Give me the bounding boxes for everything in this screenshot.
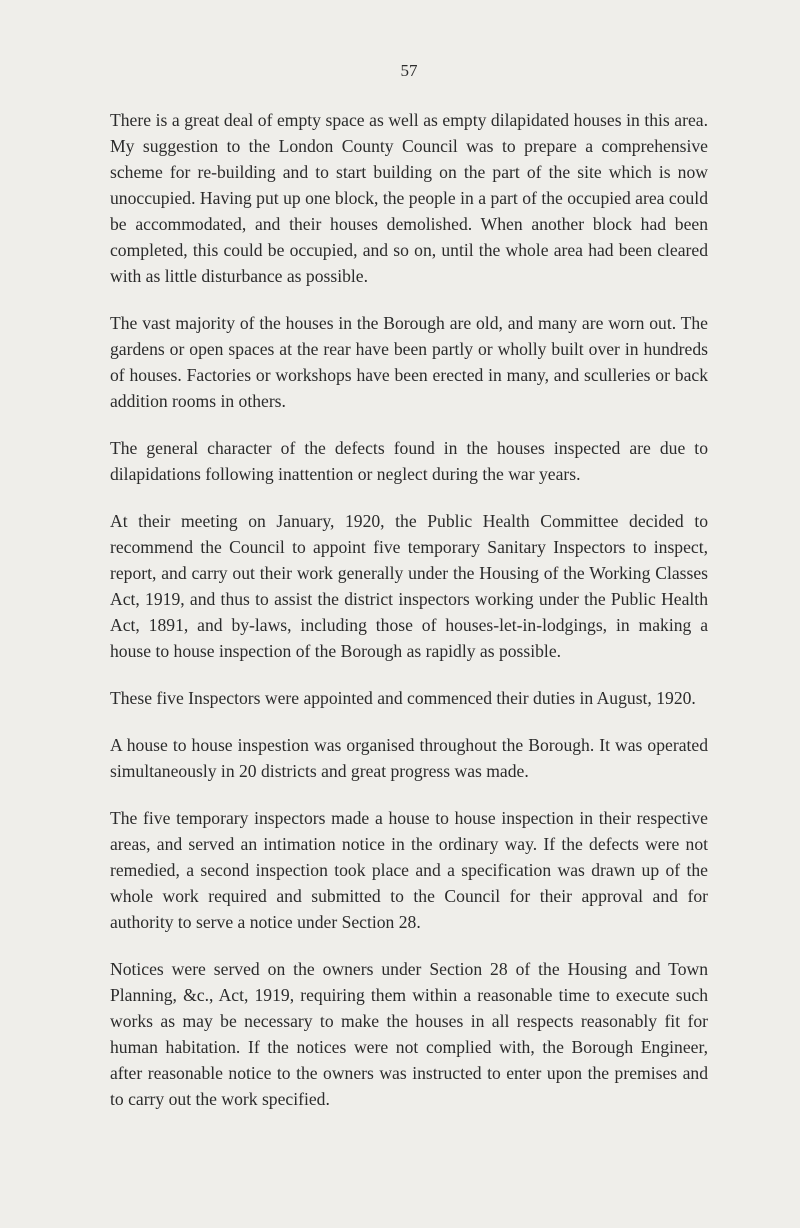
paragraph-inspection-organised: A house to house inspestion was organised throughout the Borough. It was operated simultaneously in 20 districts and great progress was made. — [110, 735, 708, 781]
paragraph-committee-meeting: At their meeting on January, 1920, the Public Health Committee decided to recommend the Council to appoint five temporary Sanitary Inspectors to inspect, report, and carry out their work generally under the Housing of the Working Classes Act, 1919, and thus to assist the district inspectors working under the Public Health Act, 1891, and by-laws, including those of houses-let-in-lodgings, in making a house to house inspection of the Borough as rapidly as possible. — [110, 511, 708, 661]
page-number: 57 — [400, 61, 418, 80]
paragraph-defects-character: The general character of the defects found in the houses inspected are due to dilapidations following inattention or neglect during the war years. — [110, 438, 708, 484]
paragraph-temporary-inspectors: The five temporary inspectors made a house to house inspection in their respective areas, and served an intimation notice in the ordinary way. If the defects were not remedied, a second inspection took place and a specification was drawn up of the whole work required and submitted to the Council for their approval and for authority to serve a notice under Section 28. — [110, 808, 708, 932]
paragraph-empty-space: There is a great deal of empty space as well as empty dilapidated houses in this area. My suggestion to the London County Council was to prepare a comprehensive scheme for re-building and to start building on the part of the site which is now unoccupied. Having put up one block, the people in a part of the occupied area could be accommodated, and their houses demolished. When another block had been completed, this could be occupied, and so on, until the whole area had been cleared with as little disturbance as possible. — [110, 110, 708, 286]
paragraph-inspectors-appointed: These five Inspectors were appointed and commenced their duties in August, 1920. — [110, 688, 696, 708]
paragraph-old-houses: The vast majority of the houses in the Borough are old, and many are worn out. The gardens or open spaces at the rear have been partly or wholly built over in hundreds of houses. Factories or workshops have been erected in many, and sculleries or back addition rooms in others. — [110, 313, 708, 411]
paragraph-notices-served: Notices were served on the owners under Section 28 of the Housing and Town Planning, &c., Act, 1919, requiring them within a reasonable time to execute such works as may be necessary to make the houses in all respects reasonably fit for human habitation. If the notices were not complied with, the Borough Engineer, after reasonable notice to the owners was instructed to enter upon the premises and to carry out the work specified. — [110, 959, 708, 1109]
